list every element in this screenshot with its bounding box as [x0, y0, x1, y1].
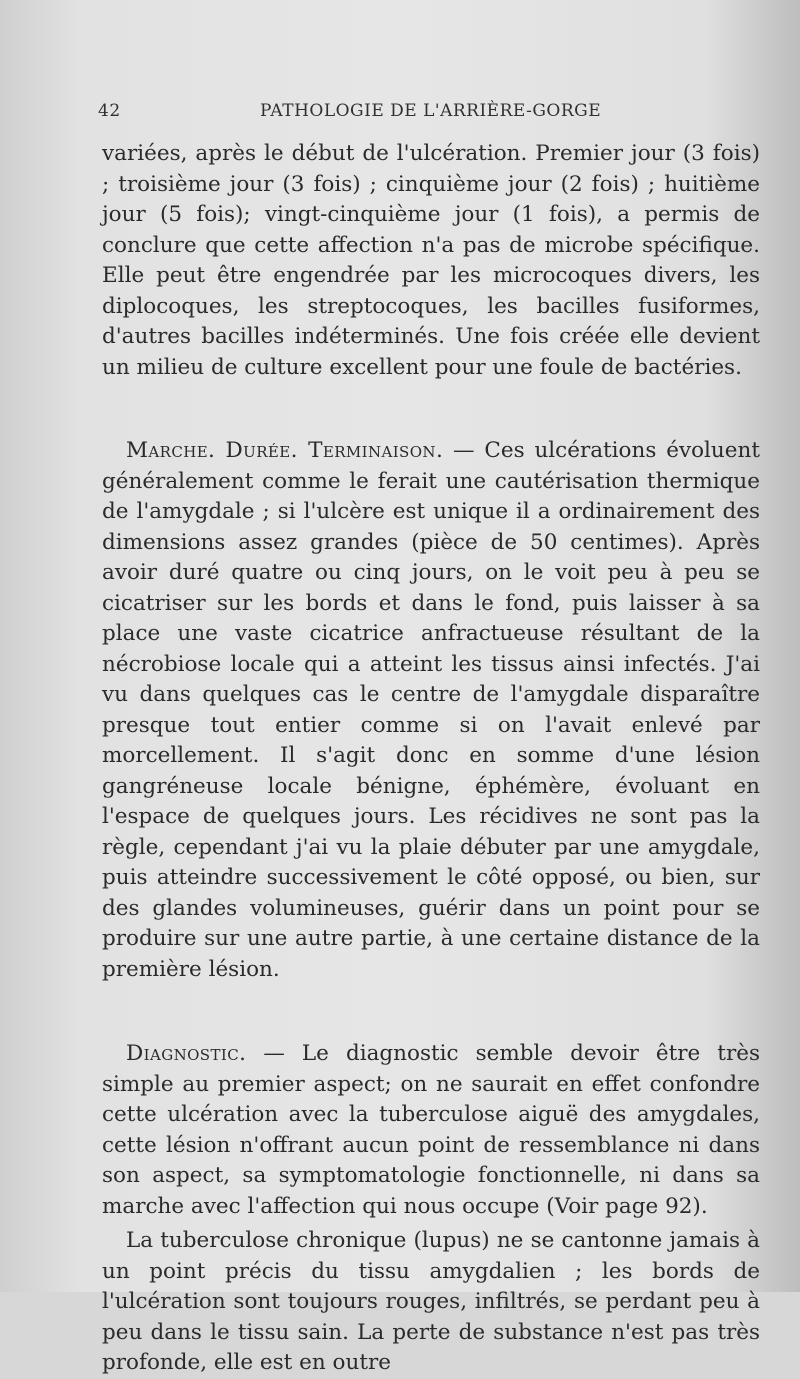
page-number: 42 [98, 101, 121, 121]
paragraph-gap [102, 383, 760, 436]
paragraph-marche-body: — Ces ulcérations évoluent généralement comme le ferait une cautérisation thermique de l'amygdale ; si l'ulcère est unique il a ordinairement des dimensions assez grandes (pièce de 50 centimes). Après avoir duré quatre ou cinq jours, on le voit peu à peu se cicatriser sur les bords et dans le fond, puis laisser à sa place une vaste cicatrice anfractueuse résultant de la nécrobiose locale qui a atteint les tissus ainsi infectés. J'ai vu dans quelques cas le centre de l'amygdale disparaître presque tout entier comme si on l'avait enlevé par morcellement. Il s'agit donc en somme d'une lésion gangréneuse locale bénigne, éphémère, évoluant en l'espace de quelques jours. Les récidives ne sont pas la règle, cependant j'ai vu la plaie débuter par une amygdale, puis atteindre successivement le côté opposé, ou bien, sur des glandes volumineuses, guérir dans un point pour se produire sur une autre partie, à une certaine distance de la première lésion. [102, 438, 760, 982]
page-content [102, 139, 760, 1379]
page-header [98, 101, 758, 127]
paragraph-continuation: variées, après le début de l'ulcération. Premier jour (3 fois) ; troisième jour (3 fois) ; cinquième jour (2 fois) ; huitième jour (5 fois); vingt-cinquième jour (1 fois), a permis de conclure que cette affection n'a pas de microbe spécifique. Elle peut être engendrée par les microcoques divers, les diplocoques, les streptocoques, les bacilles fusiformes, d'autres bacilles indéterminés. Une fois créée elle devient un milieu de culture excellent pour une foule de bactéries. [102, 141, 760, 380]
paragraph-tuberculose: La tuberculose chronique (lupus) ne se cantonne jamais à un point précis du tissu amygdalien ; les bords de l'ulcération sont toujours rouges, infiltrés, se perdant peu à peu dans le tissu sain. La perte de substance n'est pas très profonde, elle est en outre [102, 1228, 760, 1375]
section-heading-diagnostic: Diagnostic. [126, 1041, 247, 1066]
paragraph-gap [102, 985, 760, 1039]
paragraph-diagnostic [102, 1039, 760, 1222]
paragraph-diagnostic-body: — Le diagnostic semble devoir être très simple au premier aspect; on ne saurait en effet confondre cette ulcération avec la tuberculose aiguë des amygdales, cette lésion n'offrant aucun point de ressemblance ni dans son aspect, sa symptomatologie fonctionnelle, ni dans sa marche avec l'affection qui nous occupe (Voir page 92). [102, 1041, 760, 1219]
running-title: PATHOLOGIE DE L'ARRIÈRE-GORGE [260, 101, 602, 121]
paragraph-marche [102, 436, 760, 985]
section-heading-marche: Marche. Durée. Terminaison. [126, 438, 444, 463]
